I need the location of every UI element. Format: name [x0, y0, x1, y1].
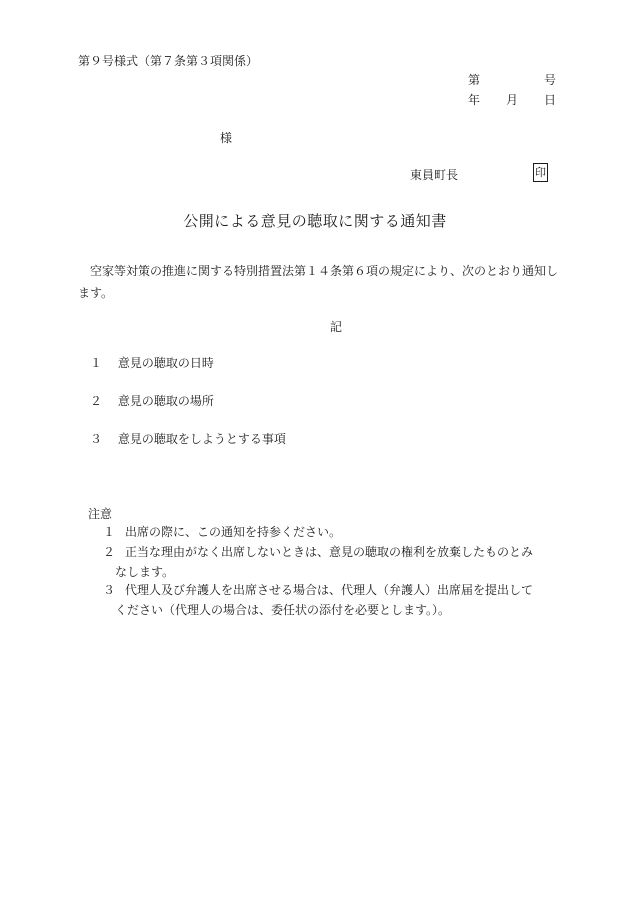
sender-name: 東員町長: [410, 168, 459, 182]
body-paragraph: 空家等対策の推進に関する特別措置法第１４条第６項の規定により、次のとおり通知します。: [78, 264, 559, 300]
item-number: １: [90, 356, 103, 370]
item-text: 意見の聴取の日時: [117, 356, 214, 370]
item-number: ２: [90, 394, 103, 408]
item-number: ３: [90, 432, 103, 446]
document-number-line: [468, 71, 556, 88]
addressee-suffix: 様: [220, 131, 233, 145]
note-item: [103, 542, 563, 582]
date-month-label: 月: [505, 93, 518, 107]
list-item: [90, 354, 214, 371]
note-item: [103, 580, 563, 620]
note-text: 正当な理由がなく出席しないときは、意見の聴取の権利を放棄したものとみ: [125, 545, 534, 559]
date-day-label: 日: [543, 93, 556, 107]
form-label: 第９号様式（第７条第３項関係）: [78, 54, 259, 68]
notes-heading: 注意: [88, 507, 113, 521]
number-suffix: 号: [543, 73, 556, 87]
note-number: ２: [103, 545, 116, 559]
number-prefix: 第: [468, 73, 481, 87]
item-text: 意見の聴取の場所: [117, 394, 214, 408]
note-text: 出席の際に、この通知を持参ください。: [125, 525, 342, 539]
seal-box: 印: [533, 163, 548, 182]
note-number: ３: [103, 583, 116, 597]
note-text-continued: ください（代理人の場合は、委任状の添付を必要とします。）。: [115, 603, 451, 617]
note-text-continued: なします。: [115, 565, 175, 579]
date-year-label: 年: [468, 93, 481, 107]
note-number: １: [103, 525, 116, 539]
note-item: [103, 522, 563, 542]
note-text: 代理人及び弁護人を出席させる場合は、代理人（弁護人）出席届を提出して: [125, 583, 534, 597]
document-title: 公開による意見の聴取に関する通知書: [183, 212, 447, 230]
list-item: [90, 392, 214, 409]
ki-heading: 記: [330, 320, 343, 334]
item-text: 意見の聴取をしようとする事項: [117, 432, 286, 446]
list-item: [90, 430, 286, 447]
date-line: [468, 91, 556, 108]
